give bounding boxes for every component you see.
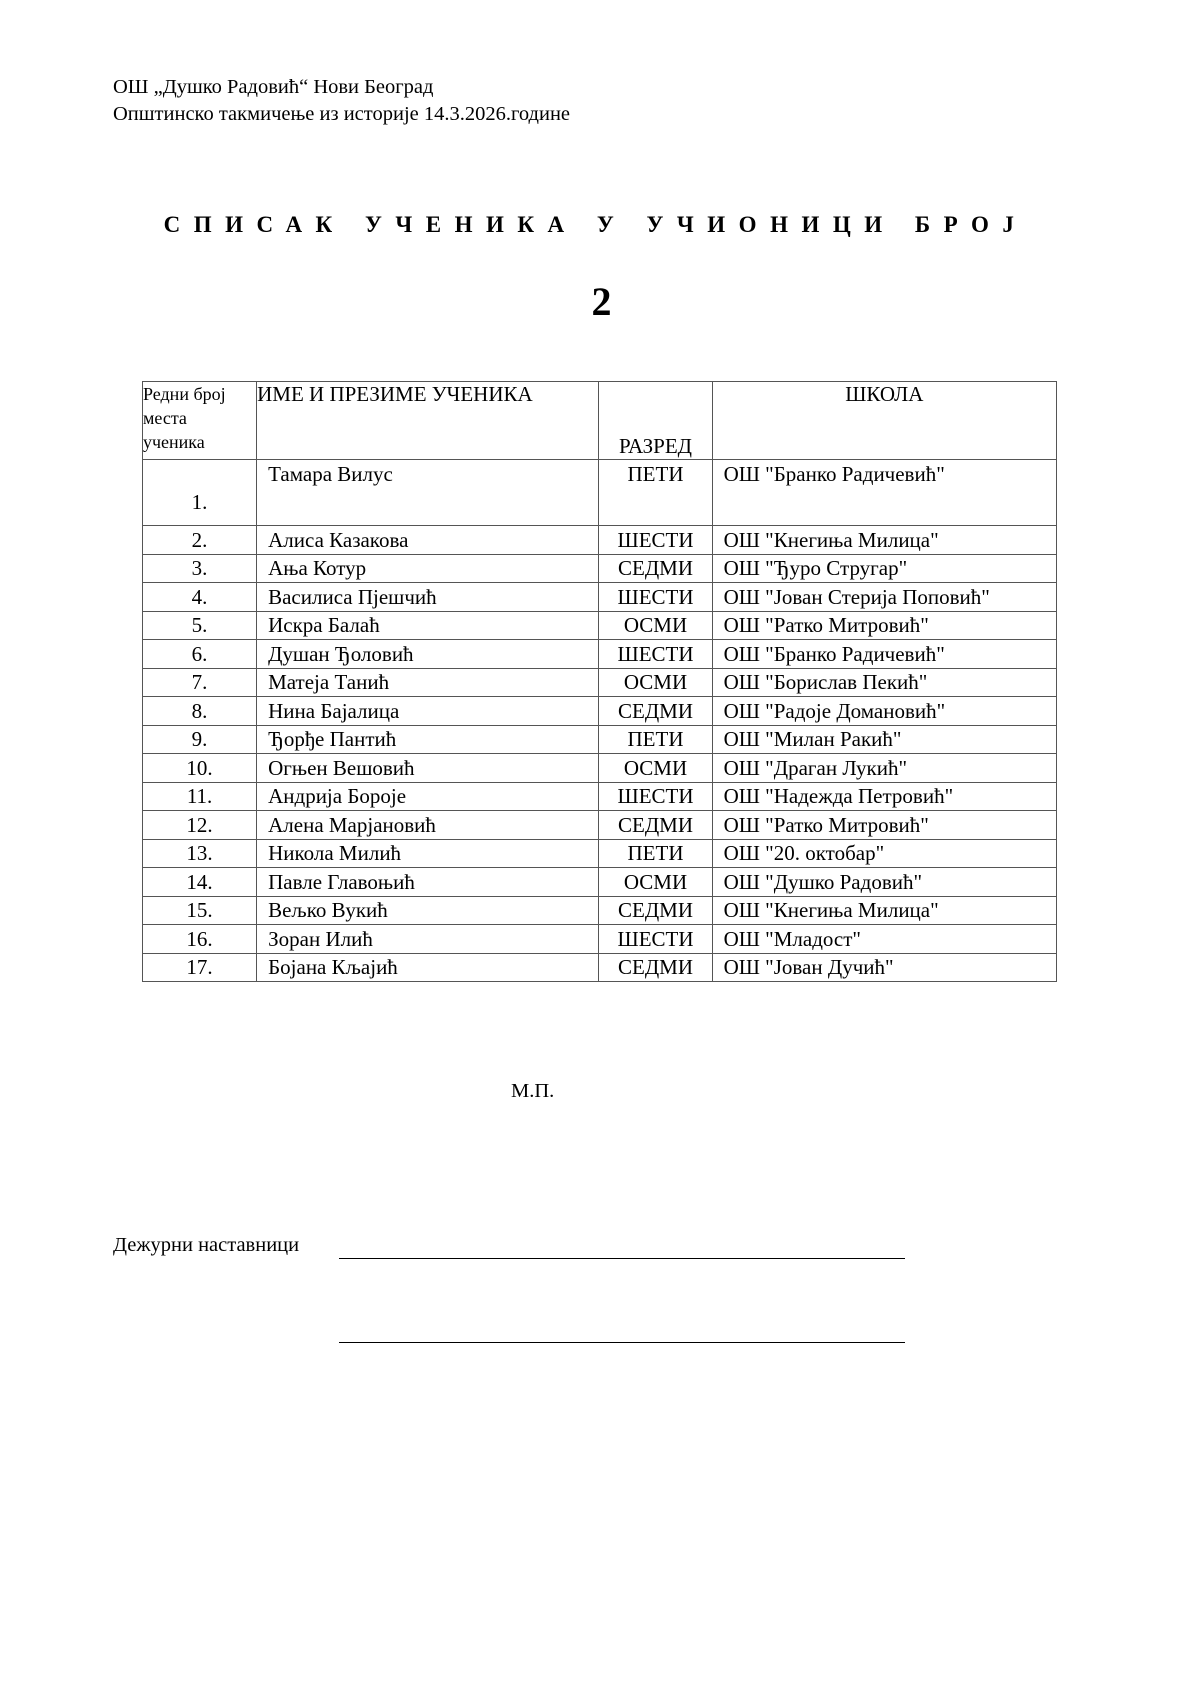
cell-school: ОШ "Борислав Пекић" — [712, 668, 1056, 697]
school-name-line: ОШ „Душко Радовић“ Нови Београд — [113, 76, 434, 98]
cell-number: 10. — [143, 754, 257, 783]
table-row — [143, 697, 1057, 726]
cell-grade: СЕДМИ — [599, 896, 712, 925]
cell-student-name: Никола Милић — [257, 839, 599, 868]
cell-school: ОШ "Надежда Петровић" — [712, 782, 1056, 811]
signature-label: Дежурни наставници — [113, 1234, 300, 1256]
table-row — [143, 868, 1057, 897]
cell-grade: ОСМИ — [599, 668, 712, 697]
table-row — [143, 754, 1057, 783]
cell-school: ОШ "Радоје Домановић" — [712, 697, 1056, 726]
cell-student-name: Нина Бајалица — [257, 697, 599, 726]
cell-number: 17. — [143, 953, 257, 982]
cell-number: 1. — [143, 460, 257, 526]
column-header-number-line: ученика — [143, 432, 205, 452]
column-header-school: ШКОЛА — [712, 382, 1056, 460]
cell-school: ОШ "Кнегиња Милица" — [712, 526, 1056, 555]
table-header-row — [143, 382, 1057, 460]
cell-grade: ОСМИ — [599, 868, 712, 897]
cell-grade: СЕДМИ — [599, 554, 712, 583]
cell-number: 11. — [143, 782, 257, 811]
cell-student-name: Вељко Вукић — [257, 896, 599, 925]
cell-number: 6. — [143, 640, 257, 669]
cell-grade: ПЕТИ — [599, 460, 712, 526]
cell-number: 9. — [143, 725, 257, 754]
table-row — [143, 811, 1057, 840]
cell-grade: ШЕСТИ — [599, 640, 712, 669]
cell-grade: ОСМИ — [599, 611, 712, 640]
cell-school: ОШ "Кнегиња Милица" — [712, 896, 1056, 925]
students-table — [142, 381, 1057, 982]
cell-school: ОШ "Ђуро Стругар" — [712, 554, 1056, 583]
cell-grade: ПЕТИ — [599, 725, 712, 754]
cell-school: ОШ "Ратко Митровић" — [712, 811, 1056, 840]
cell-school: ОШ "Јован Дучић" — [712, 953, 1056, 982]
cell-grade: СЕДМИ — [599, 953, 712, 982]
cell-school: ОШ "Младост" — [712, 925, 1056, 954]
cell-grade: СЕДМИ — [599, 811, 712, 840]
cell-school: ОШ "Бранко Радичевић" — [712, 460, 1056, 526]
cell-grade: ШЕСТИ — [599, 583, 712, 612]
cell-school: ОШ "Бранко Радичевић" — [712, 640, 1056, 669]
table-row — [143, 460, 1057, 526]
cell-number: 4. — [143, 583, 257, 612]
room-number: 2 — [591, 279, 612, 324]
column-header-number — [143, 382, 257, 460]
cell-number: 5. — [143, 611, 257, 640]
column-header-grade: РАЗРЕД — [599, 382, 712, 460]
cell-number: 7. — [143, 668, 257, 697]
cell-student-name: Ђорђе Пантић — [257, 725, 599, 754]
cell-grade: СЕДМИ — [599, 697, 712, 726]
table-row — [143, 526, 1057, 555]
document-title: СПИСАК УЧЕНИКА У УЧИОНИЦИ БРОЈ — [163, 212, 1028, 237]
table-row — [143, 668, 1057, 697]
cell-student-name: Василиса Пјешчић — [257, 583, 599, 612]
cell-grade: ОСМИ — [599, 754, 712, 783]
table-row — [143, 925, 1057, 954]
cell-student-name: Алена Марјановић — [257, 811, 599, 840]
cell-student-name: Алиса Казакова — [257, 526, 599, 555]
column-header-name: ИМЕ И ПРЕЗИМЕ УЧЕНИКА — [257, 382, 599, 460]
competition-line: Општинско такмичење из историје 14.3.2026.године — [113, 103, 571, 125]
document-header — [113, 74, 570, 128]
cell-number: 15. — [143, 896, 257, 925]
cell-student-name: Душан Ђоловић — [257, 640, 599, 669]
cell-student-name: Андрија Боројe — [257, 782, 599, 811]
cell-number: 2. — [143, 526, 257, 555]
cell-student-name: Ања Котур — [257, 554, 599, 583]
table-row — [143, 782, 1057, 811]
table-row — [143, 583, 1057, 612]
column-header-number-line: Редни број — [143, 384, 226, 404]
table-row — [143, 839, 1057, 868]
cell-school: ОШ "20. октобар" — [712, 839, 1056, 868]
signature-line — [339, 1342, 905, 1343]
table-row — [143, 725, 1057, 754]
cell-number: 8. — [143, 697, 257, 726]
cell-student-name: Тамара Вилус — [257, 460, 599, 526]
cell-number: 16. — [143, 925, 257, 954]
cell-number: 12. — [143, 811, 257, 840]
table-row — [143, 554, 1057, 583]
cell-grade: ПЕТИ — [599, 839, 712, 868]
column-header-number-line: места — [143, 408, 187, 428]
signature-line — [339, 1258, 905, 1259]
cell-grade: ШЕСТИ — [599, 925, 712, 954]
cell-student-name: Бојана Кљајић — [257, 953, 599, 982]
cell-student-name: Зоран Илић — [257, 925, 599, 954]
cell-student-name: Матеја Танић — [257, 668, 599, 697]
cell-school: ОШ "Душко Радовић" — [712, 868, 1056, 897]
table-row — [143, 953, 1057, 982]
table-row — [143, 896, 1057, 925]
cell-student-name: Огњен Вешовић — [257, 754, 599, 783]
cell-number: 14. — [143, 868, 257, 897]
cell-number: 13. — [143, 839, 257, 868]
cell-number: 3. — [143, 554, 257, 583]
stamp-placeholder: М.П. — [511, 1080, 555, 1102]
cell-student-name: Искра Балаћ — [257, 611, 599, 640]
cell-school: ОШ "Драган Лукић" — [712, 754, 1056, 783]
cell-grade: ШЕСТИ — [599, 782, 712, 811]
cell-school: ОШ "Милан Ракић" — [712, 725, 1056, 754]
table-row — [143, 640, 1057, 669]
cell-grade: ШЕСТИ — [599, 526, 712, 555]
cell-school: ОШ "Ратко Митровић" — [712, 611, 1056, 640]
cell-school: ОШ "Јован Стерија Поповић" — [712, 583, 1056, 612]
table-row — [143, 611, 1057, 640]
cell-student-name: Павле Главоњић — [257, 868, 599, 897]
